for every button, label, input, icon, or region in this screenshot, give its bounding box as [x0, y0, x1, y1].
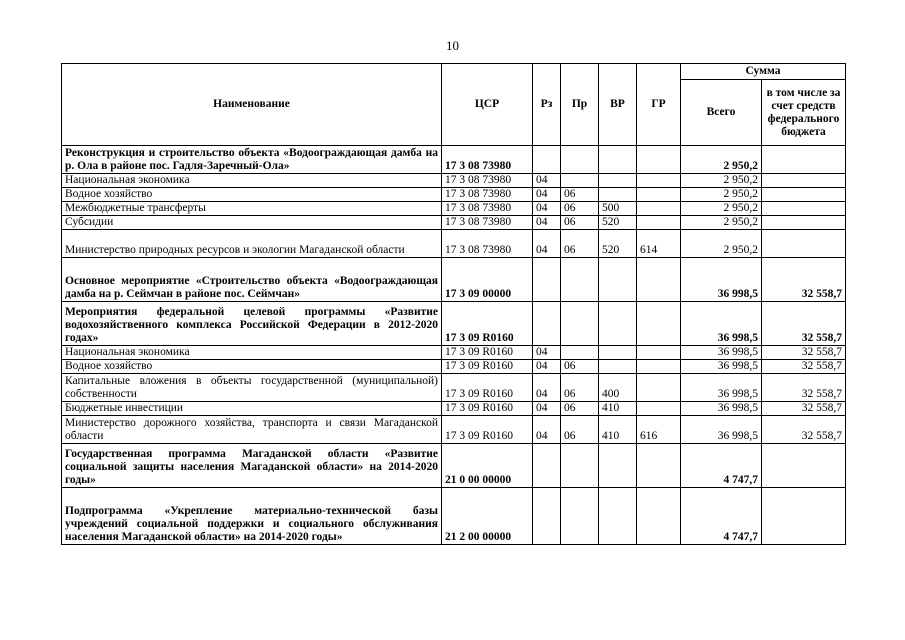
row-csr: 17 3 09 R0160 — [442, 360, 533, 374]
row-total: 36 998,5 — [681, 346, 762, 360]
row-name: Министерство природных ресурсов и экологии Магаданской области — [62, 230, 442, 258]
row-rz: 04 — [533, 416, 561, 444]
row-rz: 04 — [533, 188, 561, 202]
row-federal: 32 558,7 — [762, 302, 846, 346]
row-vr — [599, 174, 637, 188]
table-row — [62, 402, 846, 416]
row-vr: 410 — [599, 402, 637, 416]
table-row — [62, 488, 846, 545]
row-csr: 17 3 08 73980 — [442, 230, 533, 258]
row-pr — [561, 146, 599, 174]
row-total: 2 950,2 — [681, 230, 762, 258]
row-pr — [561, 302, 599, 346]
header-rz: Рз — [533, 64, 561, 146]
header-pr: Пр — [561, 64, 599, 146]
row-name: Водное хозяйство — [62, 360, 442, 374]
row-federal — [762, 146, 846, 174]
row-federal: 32 558,7 — [762, 346, 846, 360]
table-row — [62, 346, 846, 360]
row-gr — [637, 402, 681, 416]
header-csr: ЦСР — [442, 64, 533, 146]
row-csr: 17 3 09 R0160 — [442, 416, 533, 444]
header-sum: Сумма — [681, 64, 846, 80]
row-csr: 17 3 09 R0160 — [442, 402, 533, 416]
row-pr: 06 — [561, 230, 599, 258]
budget-table — [61, 63, 846, 545]
row-pr — [561, 488, 599, 545]
row-pr: 06 — [561, 216, 599, 230]
row-gr — [637, 174, 681, 188]
table-row — [62, 216, 846, 230]
row-csr: 17 3 09 R0160 — [442, 346, 533, 360]
table-row — [62, 416, 846, 444]
row-vr — [599, 360, 637, 374]
row-pr: 06 — [561, 360, 599, 374]
row-vr: 400 — [599, 374, 637, 402]
row-name: Подпрограмма «Укрепление материально-технической базы учреждений социальной поддержки и социального обслуживания населения Магаданской области» на 2014-2020 годы» — [62, 488, 442, 545]
row-name: Межбюджетные трансферты — [62, 202, 442, 216]
row-federal — [762, 488, 846, 545]
row-name: Государственная программа Магаданской области «Развитие социальной защиты населения Магаданской области» на 2014-2020 годы» — [62, 444, 442, 488]
row-csr: 21 2 00 00000 — [442, 488, 533, 545]
row-vr: 500 — [599, 202, 637, 216]
header-gr: ГР — [637, 64, 681, 146]
row-gr — [637, 188, 681, 202]
row-federal: 32 558,7 — [762, 416, 846, 444]
row-rz: 04 — [533, 230, 561, 258]
row-name: Капитальные вложения в объекты государственной (муниципальной) собственности — [62, 374, 442, 402]
row-gr — [637, 444, 681, 488]
row-csr: 17 3 08 73980 — [442, 216, 533, 230]
row-gr — [637, 146, 681, 174]
page-number: 10 — [446, 38, 459, 53]
row-total: 2 950,2 — [681, 216, 762, 230]
row-rz: 04 — [533, 374, 561, 402]
row-rz — [533, 444, 561, 488]
row-name: Водное хозяйство — [62, 188, 442, 202]
row-total: 36 998,5 — [681, 360, 762, 374]
row-total: 36 998,5 — [681, 302, 762, 346]
row-rz: 04 — [533, 174, 561, 188]
row-gr — [637, 302, 681, 346]
row-gr — [637, 374, 681, 402]
row-gr: 614 — [637, 230, 681, 258]
row-federal — [762, 202, 846, 216]
header-federal: в том числе за счет средств федерального бюджета — [762, 80, 846, 146]
row-pr — [561, 174, 599, 188]
row-total: 36 998,5 — [681, 258, 762, 302]
row-csr: 17 3 09 00000 — [442, 258, 533, 302]
row-csr: 17 3 08 73980 — [442, 188, 533, 202]
row-rz: 04 — [533, 360, 561, 374]
header-name: Наименование — [62, 64, 442, 146]
row-total: 36 998,5 — [681, 402, 762, 416]
row-total: 2 950,2 — [681, 174, 762, 188]
row-name: Национальная экономика — [62, 346, 442, 360]
row-pr — [561, 258, 599, 302]
row-rz: 04 — [533, 216, 561, 230]
row-name: Мероприятия федеральной целевой программы «Развитие водохозяйственного комплекса Российской Федерации в 2012-2020 годах» — [62, 302, 442, 346]
row-gr — [637, 346, 681, 360]
row-name: Бюджетные инвестиции — [62, 402, 442, 416]
row-rz — [533, 258, 561, 302]
row-pr: 06 — [561, 374, 599, 402]
table-row — [62, 230, 846, 258]
row-total: 4 747,7 — [681, 444, 762, 488]
table-row — [62, 188, 846, 202]
row-vr — [599, 444, 637, 488]
row-pr: 06 — [561, 188, 599, 202]
table-row — [62, 360, 846, 374]
table-row — [62, 258, 846, 302]
row-federal — [762, 174, 846, 188]
row-federal: 32 558,7 — [762, 258, 846, 302]
row-total: 4 747,7 — [681, 488, 762, 545]
row-rz: 04 — [533, 346, 561, 360]
table-body — [62, 146, 846, 545]
row-name: Министерство дорожного хозяйства, транспорта и связи Магаданской области — [62, 416, 442, 444]
row-vr: 410 — [599, 416, 637, 444]
row-rz — [533, 302, 561, 346]
row-vr — [599, 146, 637, 174]
row-name: Национальная экономика — [62, 174, 442, 188]
row-vr — [599, 488, 637, 545]
header-total: Всего — [681, 80, 762, 146]
table-row — [62, 174, 846, 188]
row-vr — [599, 346, 637, 360]
row-csr: 17 3 08 73980 — [442, 174, 533, 188]
table-row — [62, 374, 846, 402]
table-row — [62, 444, 846, 488]
row-federal — [762, 216, 846, 230]
row-name: Основное мероприятие «Строительство объекта «Водоограждающая дамба на р. Сеймчан в районе пос. Сеймчан» — [62, 258, 442, 302]
table-row — [62, 146, 846, 174]
row-gr: 616 — [637, 416, 681, 444]
row-csr: 21 0 00 00000 — [442, 444, 533, 488]
row-name: Субсидии — [62, 216, 442, 230]
row-federal — [762, 188, 846, 202]
row-vr: 520 — [599, 216, 637, 230]
row-vr — [599, 258, 637, 302]
row-name: Реконструкция и строительство объекта «Водоограждающая дамба на р. Ола в районе пос. Гадля-Заречный-Ола» — [62, 146, 442, 174]
row-federal — [762, 444, 846, 488]
row-vr — [599, 188, 637, 202]
row-federal: 32 558,7 — [762, 402, 846, 416]
row-federal: 32 558,7 — [762, 360, 846, 374]
row-gr — [637, 258, 681, 302]
row-gr — [637, 488, 681, 545]
row-csr: 17 3 08 73980 — [442, 202, 533, 216]
row-federal: 32 558,7 — [762, 374, 846, 402]
row-rz: 04 — [533, 402, 561, 416]
row-total: 36 998,5 — [681, 374, 762, 402]
row-total: 2 950,2 — [681, 188, 762, 202]
row-pr — [561, 444, 599, 488]
row-gr — [637, 360, 681, 374]
row-federal — [762, 230, 846, 258]
row-total: 2 950,2 — [681, 202, 762, 216]
row-total: 36 998,5 — [681, 416, 762, 444]
row-pr — [561, 346, 599, 360]
row-vr: 520 — [599, 230, 637, 258]
row-rz — [533, 146, 561, 174]
row-rz: 04 — [533, 202, 561, 216]
row-pr: 06 — [561, 402, 599, 416]
row-gr — [637, 216, 681, 230]
row-rz — [533, 488, 561, 545]
table-row — [62, 302, 846, 346]
row-csr: 17 3 09 R0160 — [442, 374, 533, 402]
row-csr: 17 3 08 73980 — [442, 146, 533, 174]
row-pr: 06 — [561, 416, 599, 444]
table-row — [62, 202, 846, 216]
row-gr — [637, 202, 681, 216]
row-vr — [599, 302, 637, 346]
header-vr: ВР — [599, 64, 637, 146]
row-pr: 06 — [561, 202, 599, 216]
row-csr: 17 3 09 R0160 — [442, 302, 533, 346]
row-total: 2 950,2 — [681, 146, 762, 174]
